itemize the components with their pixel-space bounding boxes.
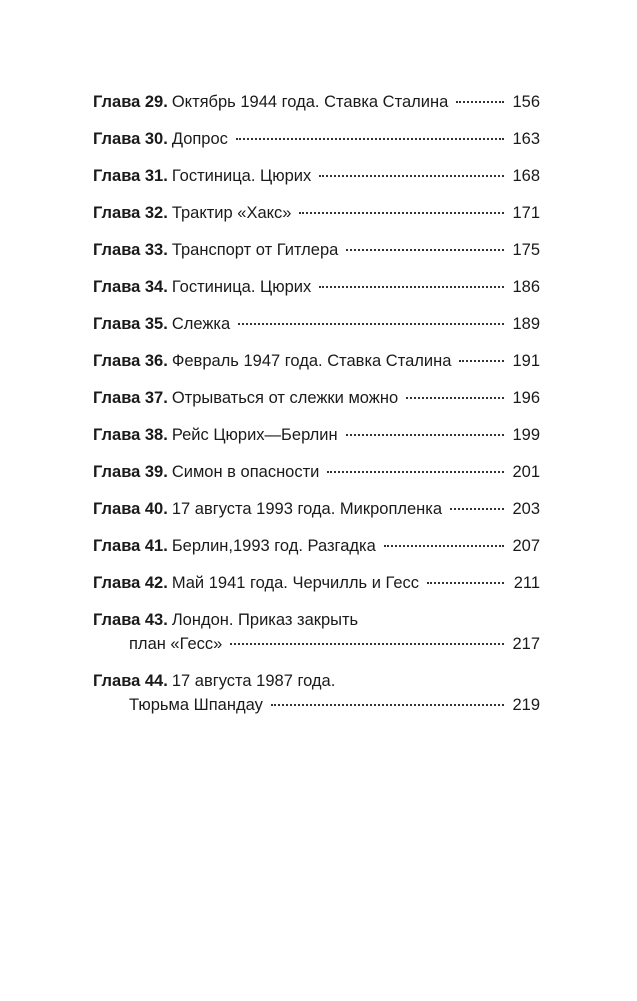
toc-line-continued xyxy=(93,632,540,656)
chapter-number: Глава 34. xyxy=(93,278,168,296)
table-of-contents xyxy=(93,90,540,730)
toc-entry xyxy=(93,164,540,188)
chapter-title: Берлин,1993 год. Разгадка xyxy=(171,537,376,555)
toc-entry xyxy=(93,608,540,656)
dot-leader xyxy=(271,704,504,706)
toc-line xyxy=(93,164,540,188)
chapter-number: Глава 35. xyxy=(93,315,168,333)
toc-line xyxy=(93,275,540,299)
chapter-title: Допрос xyxy=(171,130,228,148)
chapter-number: Глава 41. xyxy=(93,537,168,555)
chapter-number: Глава 38. xyxy=(93,426,168,444)
dot-leader xyxy=(427,582,504,584)
chapter-number: Глава 42. xyxy=(93,574,168,592)
toc-line-continued xyxy=(93,693,540,717)
chapter-title: Гостиница. Цюрих xyxy=(171,167,312,185)
toc-entry xyxy=(93,90,540,114)
chapter-number: Глава 39. xyxy=(93,463,168,481)
page-number: 211 xyxy=(513,574,540,592)
dot-leader xyxy=(346,434,504,436)
toc-entry xyxy=(93,312,540,336)
dot-leader xyxy=(236,138,504,140)
dot-leader xyxy=(327,471,504,473)
toc-line xyxy=(93,238,540,262)
chapter-title: Февраль 1947 года. Ставка Сталина xyxy=(171,352,452,370)
chapter-number: Глава 32. xyxy=(93,204,168,222)
toc-entry xyxy=(93,460,540,484)
chapter-number: Глава 36. xyxy=(93,352,168,370)
chapter-title: Май 1941 года. Черчилль и Гесс xyxy=(171,574,420,592)
dot-leader xyxy=(319,175,504,177)
toc-entry xyxy=(93,386,540,410)
page-number: 217 xyxy=(512,635,540,653)
toc-line xyxy=(93,608,540,632)
toc-line xyxy=(93,349,540,373)
page-number: 189 xyxy=(512,315,540,333)
chapter-title: 17 августа 1993 года. Микропленка xyxy=(171,500,443,518)
toc-entry xyxy=(93,669,540,717)
page-number: 203 xyxy=(512,500,540,518)
chapter-title-continued: Тюрьма Шпандау xyxy=(129,696,263,714)
dot-leader xyxy=(299,212,504,214)
chapter-title: Симон в опасности xyxy=(171,463,320,481)
toc-entry xyxy=(93,349,540,373)
toc-line xyxy=(93,460,540,484)
dot-leader xyxy=(319,286,504,288)
chapter-title: Транспорт от Гитлера xyxy=(171,241,339,259)
chapter-number: Глава 44. xyxy=(93,672,168,690)
toc-line xyxy=(93,127,540,151)
toc-entry xyxy=(93,423,540,447)
dot-leader xyxy=(238,323,504,325)
toc-line xyxy=(93,669,540,693)
page-number: 207 xyxy=(512,537,540,555)
dot-leader xyxy=(456,101,504,103)
toc-entry xyxy=(93,127,540,151)
toc-entry xyxy=(93,534,540,558)
toc-entry xyxy=(93,238,540,262)
chapter-title: Трактир «Хакс» xyxy=(171,204,292,222)
chapter-number: Глава 40. xyxy=(93,500,168,518)
chapter-title-continued: план «Гесс» xyxy=(129,635,223,653)
page-number: 156 xyxy=(512,93,540,111)
toc-line xyxy=(93,534,540,558)
page-number: 163 xyxy=(512,130,540,148)
toc-line xyxy=(93,386,540,410)
chapter-title: Отрываться от слежки можно xyxy=(171,389,399,407)
chapter-title: Рейс Цюрих—Берлин xyxy=(171,426,338,444)
toc-entry xyxy=(93,275,540,299)
toc-line xyxy=(93,571,540,595)
dot-leader xyxy=(346,249,504,251)
toc-entry xyxy=(93,497,540,521)
page-number: 201 xyxy=(512,463,540,481)
chapter-number: Глава 31. xyxy=(93,167,168,185)
dot-leader xyxy=(384,545,504,547)
toc-entry xyxy=(93,571,540,595)
page-number: 175 xyxy=(512,241,540,259)
page-number: 191 xyxy=(512,352,540,370)
page-number: 168 xyxy=(512,167,540,185)
chapter-number: Глава 29. xyxy=(93,93,168,111)
dot-leader xyxy=(459,360,504,362)
dot-leader xyxy=(406,397,504,399)
chapter-title: 17 августа 1987 года. xyxy=(171,672,336,690)
page-number: 199 xyxy=(512,426,540,444)
toc-line xyxy=(93,90,540,114)
toc-line xyxy=(93,312,540,336)
toc-line xyxy=(93,497,540,521)
dot-leader xyxy=(230,643,504,645)
page-number: 219 xyxy=(512,696,540,714)
chapter-title: Октябрь 1944 года. Ставка Сталина xyxy=(171,93,449,111)
chapter-number: Глава 43. xyxy=(93,611,168,629)
page-number: 171 xyxy=(512,204,540,222)
chapter-title: Гостиница. Цюрих xyxy=(171,278,312,296)
toc-line xyxy=(93,201,540,225)
chapter-number: Глава 37. xyxy=(93,389,168,407)
chapter-title: Лондон. Приказ закрыть xyxy=(171,611,359,629)
page-number: 186 xyxy=(512,278,540,296)
toc-line xyxy=(93,423,540,447)
toc-entry xyxy=(93,201,540,225)
chapter-number: Глава 33. xyxy=(93,241,168,259)
dot-leader xyxy=(450,508,504,510)
chapter-number: Глава 30. xyxy=(93,130,168,148)
page-number: 196 xyxy=(512,389,540,407)
chapter-title: Слежка xyxy=(171,315,231,333)
